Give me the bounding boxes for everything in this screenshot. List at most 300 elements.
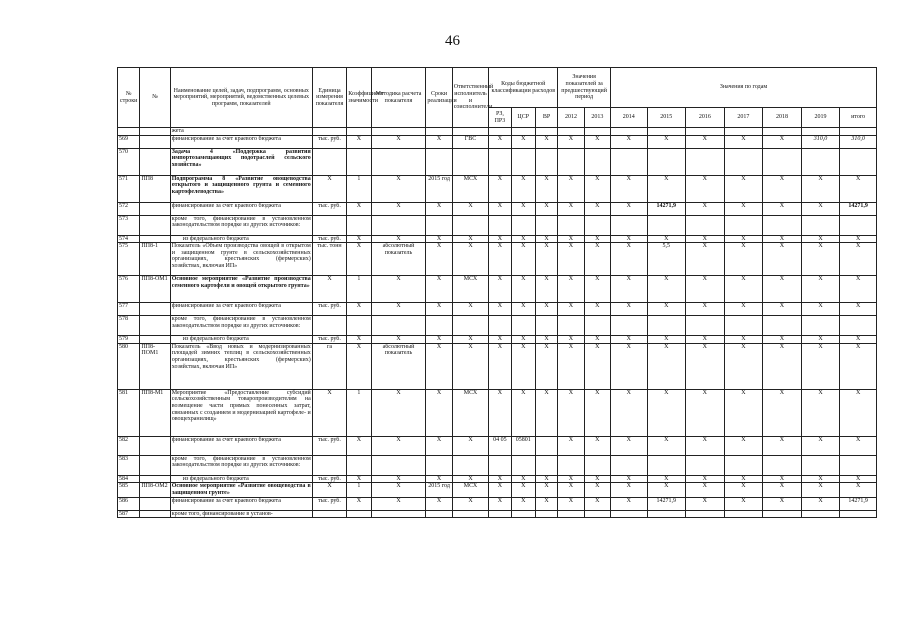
cell-v12: X xyxy=(558,343,584,389)
cell-v12 xyxy=(558,455,584,475)
cell-coef: X xyxy=(347,235,371,243)
cell-v12: X xyxy=(558,497,584,510)
cell-v13: X xyxy=(584,243,610,276)
cell-tot: X xyxy=(840,336,877,344)
cell-exec xyxy=(452,215,489,235)
header-exec: Ответственный исполнитель и соисполнители xyxy=(452,68,489,128)
cell-v12: X xyxy=(558,303,584,316)
cell-rowno: 569 xyxy=(118,135,140,148)
cell-v16 xyxy=(686,316,725,336)
cell-rz: X xyxy=(489,303,511,316)
cell-name: Основное мероприятие «Развитие овощеводства в защищенном грунте» xyxy=(171,483,311,496)
cell-tot: X xyxy=(840,475,877,483)
cell-no: ПП8-ОМ2 xyxy=(140,483,170,497)
cell-v16: X xyxy=(686,343,725,389)
cell-tot xyxy=(840,510,877,518)
cell-v16: X xyxy=(686,336,725,344)
cell-rowno: 586 xyxy=(118,497,140,510)
cell-exec: МСХ xyxy=(452,276,489,303)
cell-rowno: 583 xyxy=(118,455,140,475)
cell-rz: X xyxy=(489,336,511,344)
cell-rowno: 570 xyxy=(118,148,140,175)
table-row xyxy=(118,276,877,303)
table-row xyxy=(118,389,877,436)
cell-no xyxy=(140,148,170,175)
cell-v12: X xyxy=(558,235,584,243)
cell-vr: X xyxy=(535,276,557,303)
cell-v12 xyxy=(558,128,584,136)
cell-v12: X xyxy=(558,436,584,455)
cell-v16 xyxy=(686,215,725,235)
cell-name: финансирование за счет краевого бюджета xyxy=(170,202,312,215)
cell-v17: X xyxy=(724,336,763,344)
cell-rowno: 587 xyxy=(118,510,140,518)
cell-unit: тыс. руб. xyxy=(312,202,346,215)
cell-v13 xyxy=(584,455,610,475)
cell-unit: X xyxy=(312,276,346,303)
cell-unit: X xyxy=(312,389,346,436)
cell-v18 xyxy=(763,215,802,235)
cell-v12: X xyxy=(558,135,584,148)
cell-vr xyxy=(535,215,557,235)
header-rz: РЗ, ПР3 xyxy=(489,108,511,128)
header-csr: ЦСР xyxy=(511,108,535,128)
cell-v17: X xyxy=(724,202,763,215)
cell-csr xyxy=(511,128,535,136)
header-2012: 2012 xyxy=(558,108,584,128)
cell-v14: X xyxy=(611,135,648,148)
cell-v12 xyxy=(558,316,584,336)
cell-v13: X xyxy=(584,202,610,215)
cell-method: X xyxy=(371,175,426,202)
cell-v15 xyxy=(647,128,686,136)
cell-v17 xyxy=(724,316,763,336)
cell-v17: X xyxy=(724,389,763,436)
cell-v17: X xyxy=(724,483,763,497)
program-table xyxy=(117,67,877,518)
cell-v14: X xyxy=(611,483,648,497)
cell-v13: X xyxy=(584,303,610,316)
cell-rz xyxy=(489,510,511,518)
cell-no: ПП8 xyxy=(140,175,170,202)
table-row xyxy=(118,202,877,215)
cell-term: X xyxy=(426,276,452,303)
cell-v16: X xyxy=(686,202,725,215)
table-row xyxy=(118,243,877,276)
cell-vr: X xyxy=(535,336,557,344)
cell-v15: X xyxy=(647,475,686,483)
cell-name: из федерального бюджета xyxy=(170,235,312,243)
cell-name: Показатель «Объем производства овощей в открытом и защищенном грунте в сельскохозяйственных организациях, крестьянских (фермерских) хозяйствах, включая ИП» xyxy=(170,243,312,276)
cell-v13: X xyxy=(584,483,610,497)
cell-v18: X xyxy=(763,235,802,243)
cell-unit: тыс. руб. xyxy=(312,497,346,510)
cell-v13: X xyxy=(584,135,610,148)
cell-v14: X xyxy=(611,436,648,455)
cell-name: финансирование за счет краевого бюджета xyxy=(170,436,312,455)
cell-v18: X xyxy=(763,389,802,436)
cell-vr: X xyxy=(535,235,557,243)
cell-coef xyxy=(347,215,371,235)
cell-vr: X xyxy=(535,135,557,148)
cell-rz: X xyxy=(489,276,511,303)
cell-tot: X xyxy=(840,276,877,303)
cell-v14 xyxy=(611,510,648,518)
cell-exec xyxy=(452,316,489,336)
cell-coef xyxy=(347,510,371,518)
table-row xyxy=(118,215,877,235)
cell-name: Показатель «Ввод новых и модернизированных площадей зимних теплиц в сельскохозяйственных организациях, крестьянских (фермерских) хозяйствах, включая ИП» xyxy=(170,343,312,389)
cell-tot: X xyxy=(840,303,877,316)
cell-coef: 1 xyxy=(347,276,371,303)
cell-v15: X xyxy=(647,436,686,455)
cell-rz: X xyxy=(489,243,511,276)
cell-no xyxy=(140,316,170,336)
cell-vr xyxy=(535,510,557,518)
cell-v14 xyxy=(611,455,648,475)
cell-v18: X xyxy=(763,343,802,389)
cell-v19: X xyxy=(801,202,840,215)
cell-v16: X xyxy=(686,276,725,303)
cell-no xyxy=(140,128,170,136)
cell-unit: тыс. руб. xyxy=(312,336,346,344)
cell-no xyxy=(140,202,170,215)
cell-unit xyxy=(312,148,346,175)
cell-v13: X xyxy=(584,175,610,202)
cell-no xyxy=(140,436,170,455)
cell-exec xyxy=(452,510,489,518)
cell-rz: X xyxy=(489,389,511,436)
cell-term xyxy=(426,128,452,136)
cell-v15: X xyxy=(647,483,686,497)
cell-vr: X xyxy=(535,175,557,202)
cell-v18: X xyxy=(763,135,802,148)
cell-rz: X xyxy=(489,497,511,510)
cell-rowno: 585 xyxy=(118,483,140,497)
cell-unit: тыс. руб. xyxy=(312,135,346,148)
cell-method xyxy=(371,316,426,336)
cell-v19: X xyxy=(801,235,840,243)
table-row xyxy=(118,303,877,316)
cell-rowno: 579 xyxy=(118,336,140,344)
cell-v19: X xyxy=(801,436,840,455)
cell-v14 xyxy=(611,316,648,336)
cell-term: X xyxy=(426,235,452,243)
cell-rowno: 571 xyxy=(118,175,140,202)
cell-v19 xyxy=(801,148,840,175)
cell-v18: X xyxy=(763,336,802,344)
cell-v16: X xyxy=(686,175,725,202)
cell-v17: X xyxy=(724,276,763,303)
header-unit: Единица измерения показателя xyxy=(312,68,346,128)
cell-v19: X xyxy=(801,497,840,510)
cell-vr: X xyxy=(535,483,557,497)
cell-v18: X xyxy=(763,475,802,483)
cell-rowno: 581 xyxy=(118,389,140,436)
cell-unit: тыс. тонн xyxy=(312,243,346,276)
cell-method: X xyxy=(371,336,426,344)
cell-v16 xyxy=(686,510,725,518)
cell-coef: X xyxy=(347,336,371,344)
cell-rowno: 584 xyxy=(118,475,140,483)
table-row xyxy=(118,510,877,518)
cell-term: X xyxy=(426,336,452,344)
cell-v15: X xyxy=(647,303,686,316)
cell-method: X xyxy=(371,135,426,148)
cell-v13: X xyxy=(584,336,610,344)
cell-no xyxy=(140,497,170,510)
header-coef: Коэффициент значимости xyxy=(347,68,371,128)
cell-v19: X xyxy=(801,343,840,389)
cell-no xyxy=(140,510,170,518)
header-no: № xyxy=(140,68,170,128)
cell-tot: 14271,9 xyxy=(840,202,877,215)
cell-v12 xyxy=(558,148,584,175)
cell-v18: X xyxy=(763,243,802,276)
cell-method xyxy=(371,455,426,475)
cell-v16: X xyxy=(686,135,725,148)
header-2013: 2013 xyxy=(584,108,610,128)
cell-term: X xyxy=(426,303,452,316)
cell-csr: X xyxy=(511,235,535,243)
header-2016: 2016 xyxy=(686,108,725,128)
cell-rz xyxy=(489,148,511,175)
cell-name: кроме того, финансирование в установленном законодательством порядке из других источников: xyxy=(170,215,312,235)
cell-v18: X xyxy=(763,436,802,455)
cell-rz: X xyxy=(489,202,511,215)
table-row xyxy=(118,483,877,497)
cell-v18: X xyxy=(763,497,802,510)
cell-csr: X xyxy=(511,303,535,316)
cell-vr: X xyxy=(535,243,557,276)
cell-exec: X xyxy=(452,336,489,344)
cell-csr xyxy=(511,455,535,475)
cell-rz xyxy=(489,128,511,136)
cell-rowno: 580 xyxy=(118,343,140,389)
cell-v12: X xyxy=(558,276,584,303)
cell-v13 xyxy=(584,148,610,175)
cell-method: X xyxy=(371,276,426,303)
cell-name: кроме того, финансирование в установ- xyxy=(170,510,312,518)
cell-name: финансирование за счет краевого бюджета xyxy=(170,135,312,148)
cell-method: X xyxy=(371,389,426,436)
cell-v16 xyxy=(686,148,725,175)
cell-csr: 05801 xyxy=(511,436,535,455)
cell-term: X xyxy=(426,243,452,276)
cell-coef: X xyxy=(347,497,371,510)
cell-method: X xyxy=(371,235,426,243)
cell-unit: тыс. руб. xyxy=(312,436,346,455)
table-row xyxy=(118,475,877,483)
cell-no xyxy=(140,215,170,235)
cell-v13 xyxy=(584,510,610,518)
header-2014: 2014 xyxy=(611,108,648,128)
cell-v19: X xyxy=(801,336,840,344)
cell-tot xyxy=(840,316,877,336)
cell-v17: X xyxy=(724,475,763,483)
cell-term xyxy=(426,510,452,518)
header-row-no: № строки xyxy=(118,68,140,128)
cell-v15 xyxy=(647,215,686,235)
table-body xyxy=(118,128,877,518)
cell-rz xyxy=(489,455,511,475)
cell-unit: X xyxy=(312,175,346,202)
cell-name: из федерального бюджета xyxy=(170,336,312,344)
cell-v12: X xyxy=(558,475,584,483)
cell-vr: X xyxy=(535,389,557,436)
cell-v15: 14271,9 xyxy=(647,202,686,215)
cell-vr xyxy=(535,316,557,336)
cell-v18: X xyxy=(763,276,802,303)
cell-term: 2015 год xyxy=(426,175,452,202)
header-2015: 2015 xyxy=(647,108,686,128)
cell-v15: 5,5 xyxy=(647,243,686,276)
cell-vr xyxy=(535,455,557,475)
cell-unit xyxy=(312,455,346,475)
cell-unit: тыс. руб. xyxy=(312,303,346,316)
cell-v14: X xyxy=(611,303,648,316)
cell-v17: X xyxy=(724,175,763,202)
cell-term: X xyxy=(426,497,452,510)
cell-v14 xyxy=(611,128,648,136)
header-2018: 2018 xyxy=(763,108,802,128)
cell-no xyxy=(140,135,170,148)
cell-vr xyxy=(535,128,557,136)
cell-v15: X xyxy=(647,336,686,344)
cell-v14: X xyxy=(611,202,648,215)
cell-coef: 1 xyxy=(347,389,371,436)
cell-no xyxy=(140,475,170,483)
cell-name: Подпрограмма 8 «Развитие овощеводства открытого и защищенного грунта и семенного картофелеводства» xyxy=(170,175,312,202)
cell-csr xyxy=(511,510,535,518)
cell-v19 xyxy=(801,215,840,235)
cell-exec: X xyxy=(452,303,489,316)
cell-v18 xyxy=(763,316,802,336)
cell-no xyxy=(140,235,170,243)
cell-tot: X xyxy=(840,235,877,243)
cell-v12: X xyxy=(558,202,584,215)
cell-csr xyxy=(511,316,535,336)
cell-name: финансирование за счет краевого бюджета xyxy=(170,303,312,316)
cell-rowno xyxy=(118,128,140,136)
cell-rowno: 577 xyxy=(118,303,140,316)
cell-rowno: 573 xyxy=(118,215,140,235)
cell-vr: X xyxy=(535,497,557,510)
header-term: Сроки реализации xyxy=(426,68,452,128)
cell-exec: X xyxy=(452,497,489,510)
cell-v14: X xyxy=(611,497,648,510)
cell-csr: X xyxy=(511,135,535,148)
cell-v19: X xyxy=(801,303,840,316)
cell-vr xyxy=(535,436,557,455)
cell-v17: X xyxy=(724,343,763,389)
cell-v13: X xyxy=(584,497,610,510)
cell-coef: 1 xyxy=(347,175,371,202)
cell-coef: X xyxy=(347,303,371,316)
cell-v14: X xyxy=(611,389,648,436)
table-row xyxy=(118,235,877,243)
cell-v19: X xyxy=(801,483,840,497)
cell-term: X xyxy=(426,436,452,455)
cell-v14: X xyxy=(611,175,648,202)
cell-v13: X xyxy=(584,235,610,243)
cell-coef: X xyxy=(347,343,371,389)
cell-v16: X xyxy=(686,235,725,243)
header-name: Наименование целей, задач, подпрограмм, основных мероприятий, мероприятий, ведомственных целевых программ, показателей xyxy=(170,68,312,128)
cell-csr: X xyxy=(511,475,535,483)
page-number: 46 xyxy=(445,33,460,49)
table-row xyxy=(118,135,877,148)
cell-tot xyxy=(840,215,877,235)
cell-no: ПП8-1 xyxy=(140,243,170,276)
cell-coef xyxy=(347,455,371,475)
cell-term: X xyxy=(426,389,452,436)
cell-rowno: 576 xyxy=(118,276,140,303)
cell-v13: X xyxy=(584,389,610,436)
cell-v18 xyxy=(763,148,802,175)
cell-tot xyxy=(840,455,877,475)
header-total: итого xyxy=(840,108,877,128)
cell-v17: X xyxy=(724,436,763,455)
cell-v19: 310,0 xyxy=(801,135,840,148)
header-by-years: Значения по годам xyxy=(611,68,877,108)
cell-coef xyxy=(347,128,371,136)
cell-v12 xyxy=(558,510,584,518)
cell-v14: X xyxy=(611,235,648,243)
cell-unit xyxy=(312,215,346,235)
cell-v15: X xyxy=(647,389,686,436)
cell-tot: X xyxy=(840,343,877,389)
cell-v18 xyxy=(763,455,802,475)
cell-v18 xyxy=(763,128,802,136)
cell-v17 xyxy=(724,455,763,475)
cell-v15: X xyxy=(647,343,686,389)
cell-unit: га xyxy=(312,343,346,389)
header-prev-values: Значения показателей за предшествующий период xyxy=(558,68,611,108)
table-row xyxy=(118,343,877,389)
cell-exec: X xyxy=(452,475,489,483)
cell-tot: X xyxy=(840,436,877,455)
cell-v18 xyxy=(763,510,802,518)
cell-term xyxy=(426,215,452,235)
cell-exec: X xyxy=(452,235,489,243)
cell-v12: X xyxy=(558,336,584,344)
cell-term: X xyxy=(426,343,452,389)
cell-v16 xyxy=(686,455,725,475)
cell-exec: X xyxy=(452,343,489,389)
cell-no: ПП8-ПОМ1 xyxy=(140,343,170,389)
cell-v19: X xyxy=(801,243,840,276)
cell-v19: X xyxy=(801,276,840,303)
cell-v15 xyxy=(647,455,686,475)
cell-v17: X xyxy=(724,135,763,148)
header-method: Методика расчета показателя xyxy=(371,68,426,128)
cell-vr: X xyxy=(535,202,557,215)
cell-term xyxy=(426,148,452,175)
cell-v16: X xyxy=(686,436,725,455)
program-table-sheet xyxy=(117,67,877,597)
cell-csr: X xyxy=(511,243,535,276)
cell-name: Мероприятие «Предоставление субсидий сельскохозяйственным товаропроизводителям на возмещение части прямых понесенных затрат, связанных с созданием и модернизацией картофеле- и овощехранилищ» xyxy=(170,389,312,436)
cell-no xyxy=(140,455,170,475)
cell-method: X xyxy=(371,303,426,316)
cell-name: кроме того, финансирование в установленном законодательством порядке из других источников: xyxy=(170,316,312,336)
cell-method: X xyxy=(371,483,426,497)
cell-v19 xyxy=(801,316,840,336)
cell-v19 xyxy=(801,128,840,136)
cell-v16: X xyxy=(686,303,725,316)
cell-term: X xyxy=(426,135,452,148)
